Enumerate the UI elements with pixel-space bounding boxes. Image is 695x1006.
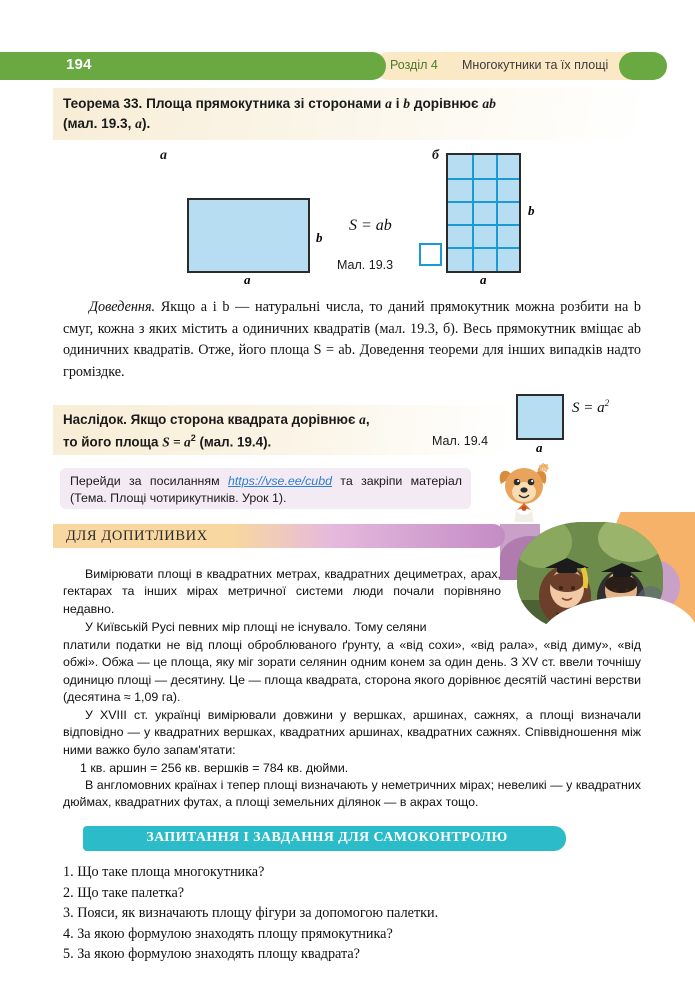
header-green-left <box>0 52 386 80</box>
figure-19-4-caption: Мал. 19.4 <box>432 434 489 448</box>
gridded-rectangle-side-b: b <box>528 203 535 218</box>
plain-rectangle-side-b: b <box>316 230 323 245</box>
curious-section-heading: ДЛЯ ДОПИТЛИВИХ <box>66 528 208 544</box>
resource-link-text <box>70 473 462 507</box>
corollary-title: Наслідок. <box>63 412 127 427</box>
corollary-line2-start: то його площа <box>63 434 163 450</box>
proof-paragraph <box>63 297 641 383</box>
plain-rectangle-side-a: a <box>244 272 251 287</box>
square-shape-19-4 <box>516 394 564 440</box>
corollary-exponent: 2 <box>190 433 196 443</box>
plain-rectangle-shape <box>187 198 310 273</box>
corollary-line1-end: , <box>365 412 370 427</box>
proof-lead-word: Доведення. <box>89 299 156 315</box>
curious-paragraph-3: У XVIII ст. українці вимірювали довжини у вершках, аршинах, сажнях, а площі визначали відповідно — у квадратних вершках, квадратних аршинах, квадратних сажнях. Співвідношення між ними важко було запам'ятати: <box>63 708 641 757</box>
corollary-var-a: a <box>359 412 366 427</box>
theorem-conj: і <box>391 96 404 111</box>
curious-conversion-line: 1 кв. аршин = 256 кв. вершків = 784 кв. дюйми. <box>80 761 349 775</box>
corollary-formula: S = a <box>162 434 191 450</box>
proof-body: Якщо a і b — натуральні числа, то даний прямокутник можна розбити на b смуг, кожна з яких містить a одиничних квадратів (мал. 19.3, б). Весь прямокутник вміщає ab одиничних квадратів. Отже, його площа S = ab. Доведення теореми для інших випадків надто громіздке. <box>63 299 641 380</box>
mascot-dog-icon <box>495 462 553 524</box>
header-green-right <box>619 52 667 80</box>
theorem-var-b: b <box>403 96 411 111</box>
chapter-title: Многокутники та їх площі <box>462 58 609 72</box>
theorem-text <box>63 94 641 134</box>
list-item: 4. За якою формулою знаходять площу прямокутника? <box>63 925 393 942</box>
theorem-var-ab: ab <box>482 96 496 111</box>
curious-paragraph-1: Вимірювати площі в квадратних метрах, квадратних дециметрах, арах, гектарах та інших мірах метричної системи люди почали порівняно недавно. <box>63 567 501 616</box>
list-item: 2. Що таке палетка? <box>63 884 185 901</box>
square-formula-text: S = a <box>572 400 605 416</box>
self-check-question-list <box>63 862 641 965</box>
curious-paragraph-5: В англомовних країнах і тепер площі визначають у неметричних мірах; невеликі — у квадратних дюймах, квадратних футах, а площі земельних ділянок — в акрах тощо. <box>63 778 641 810</box>
self-check-heading: ЗАПИТАННЯ І ЗАВДАННЯ ДЛЯ САМОКОНТРОЛЮ <box>146 830 508 845</box>
list-item: 5. За якою формулою знаходять площу квадрата? <box>63 946 360 962</box>
unit-square-shape <box>419 243 442 266</box>
figure-part-a-label: а <box>160 148 167 163</box>
corollary-line1: Якщо сторона квадрата дорівнює <box>126 412 360 427</box>
area-formula-s-equals-ab: S = ab <box>349 217 392 234</box>
square-side-a-label: a <box>536 440 543 455</box>
theorem-body-1: Площа прямокутника зі сторонами <box>142 96 386 111</box>
theorem-body-2: дорівнює <box>410 96 483 111</box>
corollary-text <box>63 410 463 451</box>
gridded-rectangle-side-a: a <box>480 272 487 287</box>
theorem-ref: (мал. 19.3, <box>63 116 136 131</box>
corollary-line2-end: (мал. 19.4). <box>195 434 272 450</box>
link-text-before: Перейди за посиланням <box>70 474 228 488</box>
theorem-ref-end: ). <box>141 116 151 131</box>
list-item: 1. Що таке площа многокутника? <box>63 864 265 880</box>
chapter-label: Розділ 4 <box>390 58 438 72</box>
theorem-var-a: a <box>385 96 392 111</box>
curious-paragraph-2a: У Київській Русі певних мір площі не існувало. Тому селяни <box>85 620 427 634</box>
link-text-after: та закріпи матеріал (Тема. Площі чотирикутників. Урок 1). <box>70 474 462 505</box>
gridded-rectangle-shape <box>446 153 521 273</box>
curious-paragraph-2b: платили податки не від площі оброблюваного ґрунту, а «від сохи», «від рала», «від диму», «від обжі». Обжа — це площа, яку міг зорати селянин одним конем за один день. З XV ст. ввели точнішу одиницю площі — десятину. Це — площа квадрата, сторона якого дорівнює десятій частині верстви (десятина ≈ 1,09 га). <box>63 638 641 705</box>
theorem-ref-letter: а <box>135 116 142 131</box>
square-formula-exponent: 2 <box>604 398 610 408</box>
theorem-title: Теорема 33. <box>63 96 143 111</box>
resource-url-link[interactable]: https://vse.ee/cubd <box>227 474 332 488</box>
figure-part-b-label: б <box>432 148 439 163</box>
figure-19-3-caption: Мал. 19.3 <box>337 258 394 272</box>
square-area-formula <box>572 398 609 417</box>
list-item: 3. Пояси, як визначають площу фігури за допомогою палетки. <box>63 905 439 921</box>
page-number: 194 <box>66 56 92 73</box>
